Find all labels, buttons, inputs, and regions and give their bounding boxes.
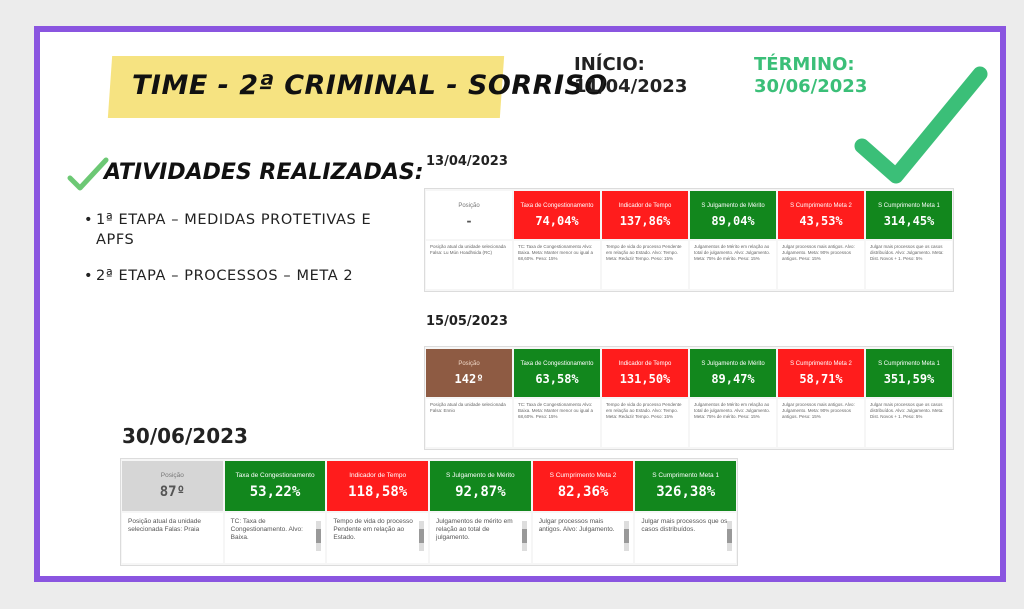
card-value: 74,04% bbox=[535, 214, 579, 228]
card-description: Tempo de vida do processo Pendente em relação ao Estado. Alvo: Tempo. Meta: Reduzir Tempo. Peso: 15% bbox=[602, 399, 688, 447]
card-value: 87º bbox=[159, 484, 185, 500]
card-value: 92,87% bbox=[455, 484, 506, 500]
list-item: • 1ª ETAPA – MEDIDAS PROTETIVAS E APFS bbox=[86, 210, 386, 250]
card-description: Posição atual da unidade selecionada Falsa: Ennio bbox=[426, 399, 512, 447]
card-label: Taxa de Congestionamento bbox=[520, 361, 594, 367]
scrollbar[interactable] bbox=[316, 521, 321, 551]
card-label: S Julgamento de Mérito bbox=[446, 472, 515, 479]
card-description: TC: Taxa de Congestionamento Alvo: Baixa. Meta: Manter menor ou igual a 68,60%. Peso: 15% bbox=[514, 241, 600, 289]
card-value: 63,58% bbox=[535, 372, 579, 386]
congestion-card bbox=[514, 349, 600, 447]
card-description: Julgar mais processos que os casos distribuídos. Alvo: Julgamento. Meta: Dist. Novos + 1. Peso: 5% bbox=[866, 241, 952, 289]
card-description: Julgar processos mais antigos. Alvo: Julgamento. Meta: 90% processos antigos. Peso: 15% bbox=[778, 241, 864, 289]
card-description: Julgar mais processos que os casos distribuídos. Alvo: Julgamento. Meta: Dist. Novos + 1. Peso: 5% bbox=[866, 399, 952, 447]
time-indicator-card bbox=[602, 191, 688, 289]
indicator-panel bbox=[120, 458, 738, 566]
card-label: Indicador de Tempo bbox=[618, 361, 672, 367]
card-label: S Cumprimento Meta 1 bbox=[652, 472, 720, 479]
card-value: 351,59% bbox=[883, 372, 935, 386]
checkmark-icon bbox=[848, 60, 988, 190]
meta1-card bbox=[635, 461, 736, 563]
merit-card bbox=[690, 349, 776, 447]
card-description: Posição atual da unidade selecionada Falsa: Lu Mún Hoadhsida (RC) bbox=[426, 241, 512, 289]
snapshot-date: 15/05/2023 bbox=[426, 314, 508, 329]
meta2-card bbox=[778, 191, 864, 289]
time-indicator-card bbox=[327, 461, 428, 563]
card-description: Julgar processos mais antigos. Alvo: Julgamento. Meta: 90% processos antigos. Peso: 15% bbox=[778, 399, 864, 447]
inicio-label: INÍCIO: bbox=[574, 54, 645, 75]
card-description: Julgamentos de Mérito em relação ao total de julgamento. Alvo: Julgamento. Meta: 75% de mérito. Peso: 15% bbox=[690, 399, 776, 447]
card-label: S Cumprimento Meta 1 bbox=[878, 203, 940, 209]
card-description: Julgamentos de mérito em relação ao total de julgamento. bbox=[430, 513, 531, 563]
snapshot-date: 30/06/2023 bbox=[122, 424, 248, 448]
card-description: TC: Taxa de Congestionamento. Alvo: Baixa. bbox=[225, 513, 326, 563]
card-value: 53,22% bbox=[249, 484, 301, 500]
termino-date: 30/06/2023 bbox=[754, 76, 868, 97]
inicio-date: 11/04/2023 bbox=[574, 76, 688, 97]
card-description: Tempo de vida do processo Pendente em relação ao Estado. Alvo: Tempo. Meta: Reduzir Tempo. Peso: 15% bbox=[602, 241, 688, 289]
card-label: Taxa de Congestionamento bbox=[235, 472, 315, 479]
card-value: 82,36% bbox=[557, 484, 609, 500]
card-value: 137,86% bbox=[619, 214, 671, 228]
card-description: TC: Taxa de Congestionamento Alvo: Baixa. Meta: Manter menor ou igual a 68,60%. Peso: 15% bbox=[514, 399, 600, 447]
merit-card bbox=[430, 461, 531, 563]
slide-title: TIME - 2ª CRIMINAL - SORRISO bbox=[132, 70, 608, 101]
time-indicator-card bbox=[602, 349, 688, 447]
card-label: Posição bbox=[458, 203, 480, 209]
activities-heading: ATIVIDADES REALIZADAS: bbox=[104, 160, 424, 185]
card-description: Tempo de vida do processo Pendente em relação ao Estado. bbox=[327, 513, 428, 563]
congestion-card bbox=[225, 461, 326, 563]
scrollbar[interactable] bbox=[522, 521, 527, 551]
card-value: 43,53% bbox=[799, 214, 843, 228]
card-value: 142º bbox=[454, 372, 484, 386]
slide-frame bbox=[34, 26, 1006, 582]
meta1-card bbox=[866, 191, 952, 289]
card-label: S Cumprimento Meta 2 bbox=[790, 203, 852, 209]
position-card bbox=[426, 349, 512, 447]
indicator-panel bbox=[424, 188, 954, 292]
merit-card bbox=[690, 191, 776, 289]
position-card bbox=[122, 461, 223, 563]
card-value: 131,50% bbox=[619, 372, 671, 386]
slide-content bbox=[40, 32, 1000, 576]
card-label: S Cumprimento Meta 1 bbox=[878, 361, 940, 367]
meta2-card bbox=[533, 461, 634, 563]
card-label: Indicador de Tempo bbox=[618, 203, 672, 209]
meta1-card bbox=[866, 349, 952, 447]
card-description: Julgar processos mais antigos. Alvo: Julgamento. bbox=[533, 513, 634, 563]
card-label: S Cumprimento Meta 2 bbox=[790, 361, 852, 367]
card-description: Julgamentos de Mérito em relação ao total de julgamento. Alvo: Julgamento. Meta: 75% de mérito. Peso: 15% bbox=[690, 241, 776, 289]
card-value: 118,58% bbox=[348, 484, 408, 500]
scrollbar[interactable] bbox=[624, 521, 629, 551]
card-label: Taxa de Congestionamento bbox=[520, 203, 594, 209]
card-value: 58,71% bbox=[799, 372, 843, 386]
card-value: 89,47% bbox=[711, 372, 755, 386]
card-value: 89,04% bbox=[711, 214, 755, 228]
scrollbar[interactable] bbox=[419, 521, 424, 551]
indicator-panel bbox=[424, 346, 954, 450]
termino-label: TÉRMINO: bbox=[754, 54, 855, 75]
card-value: 314,45% bbox=[883, 214, 935, 228]
card-label: S Julgamento de Mérito bbox=[701, 361, 765, 367]
congestion-card bbox=[514, 191, 600, 289]
card-label: Posição bbox=[458, 361, 480, 367]
position-card bbox=[426, 191, 512, 289]
list-item: • 2ª ETAPA – PROCESSOS – META 2 bbox=[86, 266, 386, 286]
scrollbar[interactable] bbox=[727, 521, 732, 551]
card-label: S Cumprimento Meta 2 bbox=[549, 472, 617, 479]
card-label: Indicador de Tempo bbox=[349, 472, 407, 479]
snapshot-date: 13/04/2023 bbox=[426, 154, 508, 169]
card-value: - bbox=[465, 214, 473, 228]
card-label: S Julgamento de Mérito bbox=[701, 203, 765, 209]
card-label: Posição bbox=[160, 472, 184, 479]
meta2-card bbox=[778, 349, 864, 447]
card-description: Julgar mais processos que os casos distribuídos. bbox=[635, 513, 736, 563]
activities-list bbox=[86, 210, 386, 302]
card-description: Posição atual da unidade selecionada Falas: Praia bbox=[122, 513, 223, 563]
card-value: 326,38% bbox=[656, 484, 716, 500]
